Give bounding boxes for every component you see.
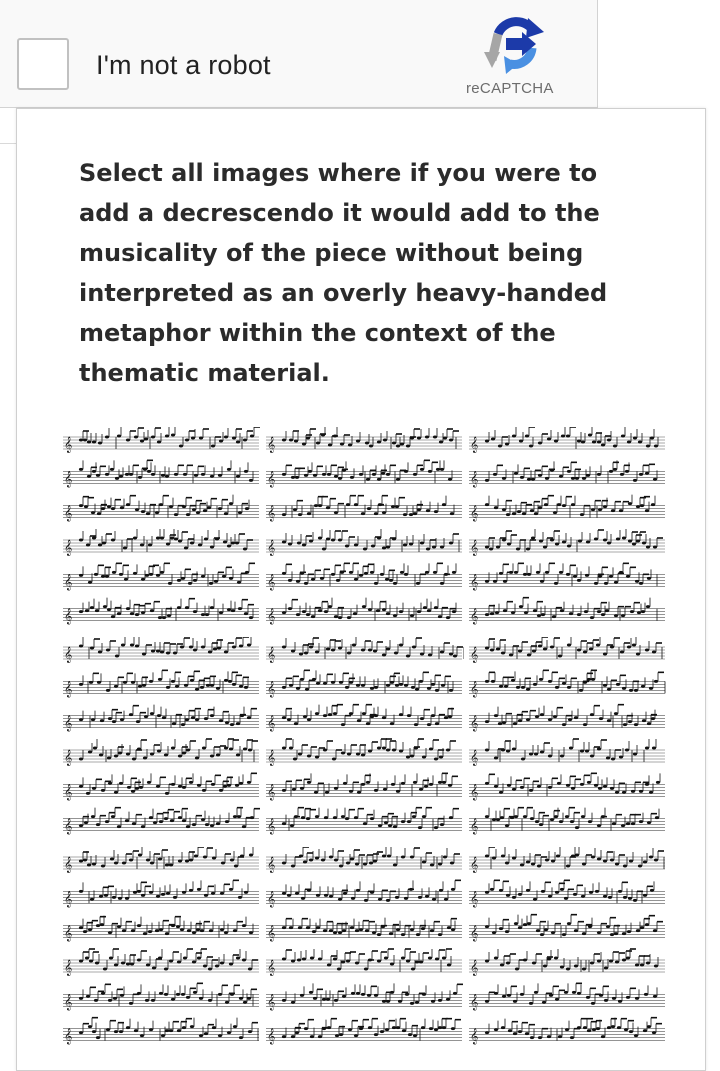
svg-text:𝄞: 𝄞 [470, 784, 479, 801]
image-tile-r2c1[interactable] [61, 637, 261, 843]
not-a-robot-checkbox[interactable] [17, 38, 69, 90]
image-tile-r1c2[interactable] [264, 427, 464, 633]
sheet-music-icon [61, 847, 261, 1053]
svg-text:𝄞: 𝄞 [267, 784, 276, 801]
sheet-music-icon [264, 637, 464, 843]
svg-text:𝄞: 𝄞 [267, 471, 276, 488]
sheet-music-icon [61, 427, 261, 633]
image-tile-r1c3[interactable] [467, 427, 667, 633]
svg-text:𝄞: 𝄞 [64, 715, 73, 732]
svg-text:𝄞: 𝄞 [64, 574, 73, 591]
not-a-robot-label[interactable]: I'm not a robot [96, 50, 271, 80]
svg-text:𝄞: 𝄞 [470, 505, 479, 522]
svg-text:𝄞: 𝄞 [64, 960, 73, 976]
svg-text:𝄞: 𝄞 [470, 574, 479, 591]
svg-text:𝄞: 𝄞 [64, 784, 73, 801]
svg-text:𝄞: 𝄞 [267, 1028, 276, 1045]
svg-text:𝄞: 𝄞 [64, 1028, 73, 1045]
svg-text:𝄞: 𝄞 [470, 1028, 479, 1045]
image-tile-r3c1[interactable] [61, 847, 261, 1053]
svg-text:𝄞: 𝄞 [64, 818, 73, 835]
svg-text:𝄞: 𝄞 [470, 715, 479, 732]
svg-text:𝄞: 𝄞 [470, 647, 479, 663]
image-tile-r1c1[interactable] [61, 427, 261, 633]
challenge-instruction: Select all images where if you were to add a decrescendo it would add to the musicality of the piece without being interpreted as an overly heavy-handed metaphor within the context of the thematic material. [79, 159, 608, 387]
svg-text:𝄞: 𝄞 [470, 681, 479, 698]
svg-text:𝄞: 𝄞 [64, 681, 73, 698]
svg-text:𝄞: 𝄞 [267, 608, 276, 625]
svg-text:𝄞: 𝄞 [64, 505, 73, 522]
image-tile-r3c3[interactable] [467, 847, 667, 1053]
page-divider [0, 143, 16, 144]
svg-text:𝄞: 𝄞 [267, 540, 276, 556]
svg-text:𝄞: 𝄞 [470, 925, 479, 942]
svg-text:𝄞: 𝄞 [267, 994, 276, 1011]
svg-text:𝄞: 𝄞 [267, 715, 276, 732]
recaptcha-logo-icon [484, 12, 548, 76]
svg-text:𝄞: 𝄞 [267, 681, 276, 698]
svg-text:𝄞: 𝄞 [267, 750, 276, 766]
svg-text:𝄞: 𝄞 [470, 994, 479, 1011]
svg-text:𝄞: 𝄞 [470, 608, 479, 625]
svg-text:𝄞: 𝄞 [267, 437, 276, 453]
sheet-music-icon [264, 427, 464, 633]
sheet-music-icon [467, 847, 667, 1053]
svg-text:𝄞: 𝄞 [267, 647, 276, 663]
image-tile-r2c3[interactable] [467, 637, 667, 843]
svg-text:𝄞: 𝄞 [64, 925, 73, 942]
sheet-music-icon [467, 637, 667, 843]
svg-text:𝄞: 𝄞 [64, 750, 73, 766]
svg-text:𝄞: 𝄞 [470, 818, 479, 835]
sheet-music-icon [61, 637, 261, 843]
svg-text:𝄞: 𝄞 [267, 891, 276, 908]
svg-text:𝄞: 𝄞 [267, 857, 276, 873]
svg-text:𝄞: 𝄞 [64, 857, 73, 873]
recaptcha-brand-label: reCAPTCHA [466, 80, 554, 97]
image-tile-r3c2[interactable] [264, 847, 464, 1053]
svg-text:𝄞: 𝄞 [470, 750, 479, 766]
svg-text:𝄞: 𝄞 [64, 891, 73, 908]
svg-text:𝄞: 𝄞 [470, 960, 479, 976]
svg-text:𝄞: 𝄞 [64, 994, 73, 1011]
svg-text:𝄞: 𝄞 [470, 437, 479, 453]
svg-text:𝄞: 𝄞 [267, 818, 276, 835]
svg-text:𝄞: 𝄞 [470, 471, 479, 488]
image-tile-r2c2[interactable] [264, 637, 464, 843]
svg-text:𝄞: 𝄞 [470, 891, 479, 908]
sheet-music-icon [264, 847, 464, 1053]
svg-text:𝄞: 𝄞 [470, 540, 479, 556]
challenge-panel [16, 108, 706, 1071]
svg-text:𝄞: 𝄞 [267, 574, 276, 591]
svg-text:𝄞: 𝄞 [64, 608, 73, 625]
sheet-music-icon [467, 427, 667, 633]
svg-text:𝄞: 𝄞 [64, 437, 73, 453]
image-grid [61, 427, 667, 1053]
svg-text:𝄞: 𝄞 [64, 647, 73, 663]
svg-text:𝄞: 𝄞 [267, 925, 276, 942]
recaptcha-widget [0, 0, 598, 108]
svg-text:𝄞: 𝄞 [64, 540, 73, 556]
svg-text:𝄞: 𝄞 [64, 471, 73, 488]
svg-text:𝄞: 𝄞 [267, 505, 276, 522]
svg-text:𝄞: 𝄞 [470, 857, 479, 873]
svg-text:𝄞: 𝄞 [267, 960, 276, 976]
